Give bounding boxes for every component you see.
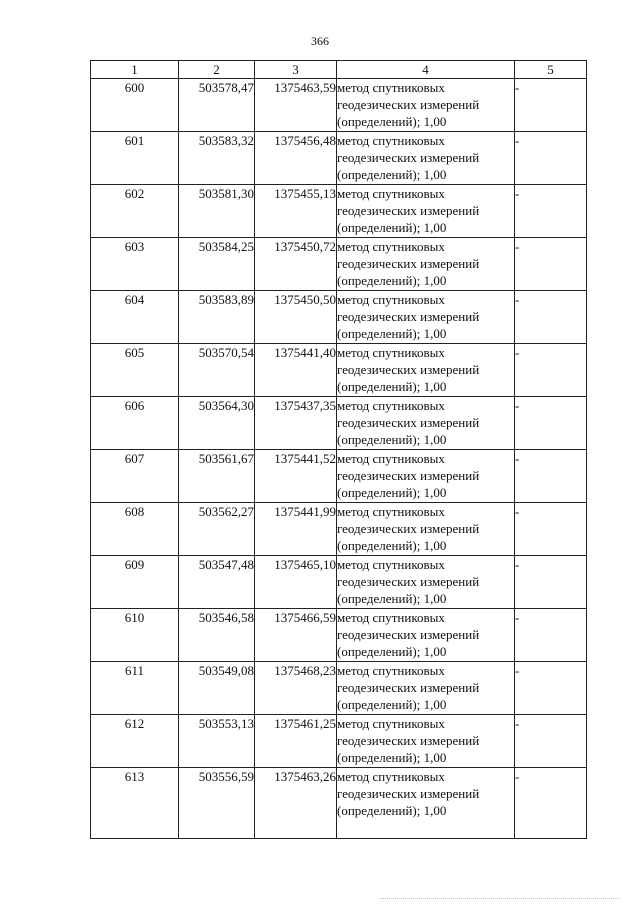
method-line: (определений); 1,00 [337, 644, 447, 659]
coordinates-table [90, 60, 587, 839]
method-line: геодезических измерений [337, 362, 480, 377]
table-row [91, 344, 587, 397]
header-col-4: 4 [337, 61, 515, 79]
y-coordinate: 1375450,72 [255, 238, 337, 291]
x-coordinate: 503561,67 [179, 450, 255, 503]
method-line: геодезических измерений [337, 733, 480, 748]
point-number: 603 [91, 238, 179, 291]
point-number: 602 [91, 185, 179, 238]
method-description [337, 715, 515, 768]
x-coordinate: 503584,25 [179, 238, 255, 291]
method-description [337, 556, 515, 609]
x-coordinate: 503578,47 [179, 79, 255, 132]
point-number: 607 [91, 450, 179, 503]
x-coordinate: 503546,58 [179, 609, 255, 662]
y-coordinate: 1375437,35 [255, 397, 337, 450]
method-line: метод спутниковых [337, 716, 445, 731]
note-cell: - [515, 450, 587, 503]
method-line: метод спутниковых [337, 451, 445, 466]
point-number: 608 [91, 503, 179, 556]
table-row [91, 450, 587, 503]
point-number: 600 [91, 79, 179, 132]
method-line: (определений); 1,00 [337, 114, 447, 129]
method-line: метод спутниковых [337, 769, 445, 784]
y-coordinate: 1375441,52 [255, 450, 337, 503]
method-description [337, 344, 515, 397]
point-number: 611 [91, 662, 179, 715]
point-number: 612 [91, 715, 179, 768]
y-coordinate: 1375463,26 [255, 768, 337, 839]
method-line: геодезических измерений [337, 415, 480, 430]
method-line: (определений); 1,00 [337, 538, 447, 553]
method-line: геодезических измерений [337, 521, 480, 536]
method-description [337, 397, 515, 450]
x-coordinate: 503570,54 [179, 344, 255, 397]
header-col-3: 3 [255, 61, 337, 79]
method-line: (определений); 1,00 [337, 220, 447, 235]
y-coordinate: 1375450,50 [255, 291, 337, 344]
table-row [91, 768, 587, 839]
method-line: (определений); 1,00 [337, 326, 447, 341]
point-number: 601 [91, 132, 179, 185]
method-line: метод спутниковых [337, 610, 445, 625]
method-description [337, 503, 515, 556]
y-coordinate: 1375466,59 [255, 609, 337, 662]
note-cell: - [515, 662, 587, 715]
y-coordinate: 1375455,13 [255, 185, 337, 238]
y-coordinate: 1375461,25 [255, 715, 337, 768]
y-coordinate: 1375465,10 [255, 556, 337, 609]
note-cell: - [515, 768, 587, 839]
note-cell: - [515, 79, 587, 132]
method-line: геодезических измерений [337, 97, 480, 112]
note-cell: - [515, 238, 587, 291]
table-row [91, 397, 587, 450]
method-line: метод спутниковых [337, 345, 445, 360]
note-cell: - [515, 556, 587, 609]
method-line: геодезических измерений [337, 680, 480, 695]
point-number: 609 [91, 556, 179, 609]
method-description [337, 185, 515, 238]
table-row [91, 556, 587, 609]
note-cell: - [515, 291, 587, 344]
x-coordinate: 503562,27 [179, 503, 255, 556]
method-line: (определений); 1,00 [337, 432, 447, 447]
table-row [91, 132, 587, 185]
point-number: 604 [91, 291, 179, 344]
method-line: геодезических измерений [337, 468, 480, 483]
x-coordinate: 503556,59 [179, 768, 255, 839]
note-cell: - [515, 715, 587, 768]
method-description [337, 450, 515, 503]
method-line: (определений); 1,00 [337, 273, 447, 288]
note-cell: - [515, 397, 587, 450]
method-line: метод спутниковых [337, 239, 445, 254]
note-cell: - [515, 344, 587, 397]
method-description [337, 291, 515, 344]
method-description [337, 132, 515, 185]
page-number: 366 [311, 34, 329, 48]
method-line: метод спутниковых [337, 133, 445, 148]
note-cell: - [515, 503, 587, 556]
method-line: метод спутниковых [337, 186, 445, 201]
table-row [91, 238, 587, 291]
x-coordinate: 503547,48 [179, 556, 255, 609]
method-line: (определений); 1,00 [337, 167, 447, 182]
x-coordinate: 503583,32 [179, 132, 255, 185]
table-body [91, 79, 587, 839]
point-number: 610 [91, 609, 179, 662]
method-description [337, 79, 515, 132]
method-line: метод спутниковых [337, 292, 445, 307]
method-line: метод спутниковых [337, 398, 445, 413]
method-line: геодезических измерений [337, 203, 480, 218]
method-line: (определений); 1,00 [337, 803, 447, 818]
header-col-5: 5 [515, 61, 587, 79]
method-line: геодезических измерений [337, 150, 480, 165]
point-number: 613 [91, 768, 179, 839]
scan-footer-mark [380, 898, 620, 903]
method-line: метод спутниковых [337, 80, 445, 95]
y-coordinate: 1375468,23 [255, 662, 337, 715]
table-row [91, 503, 587, 556]
x-coordinate: 503564,30 [179, 397, 255, 450]
header-col-2: 2 [179, 61, 255, 79]
method-line: (определений); 1,00 [337, 591, 447, 606]
x-coordinate: 503553,13 [179, 715, 255, 768]
point-number: 606 [91, 397, 179, 450]
method-line: метод спутниковых [337, 504, 445, 519]
x-coordinate: 503581,30 [179, 185, 255, 238]
table-row [91, 291, 587, 344]
method-line: геодезических измерений [337, 574, 480, 589]
table-row [91, 609, 587, 662]
header-col-1: 1 [91, 61, 179, 79]
y-coordinate: 1375441,40 [255, 344, 337, 397]
method-line: (определений); 1,00 [337, 485, 447, 500]
table-row [91, 715, 587, 768]
method-description [337, 768, 515, 839]
method-description [337, 662, 515, 715]
method-line: (определений); 1,00 [337, 697, 447, 712]
note-cell: - [515, 132, 587, 185]
method-description [337, 238, 515, 291]
method-description [337, 609, 515, 662]
table-row [91, 662, 587, 715]
note-cell: - [515, 609, 587, 662]
method-line: метод спутниковых [337, 557, 445, 572]
y-coordinate: 1375463,59 [255, 79, 337, 132]
x-coordinate: 503549,08 [179, 662, 255, 715]
method-line: (определений); 1,00 [337, 379, 447, 394]
note-cell: - [515, 185, 587, 238]
method-line: геодезических измерений [337, 786, 480, 801]
table-row [91, 185, 587, 238]
method-line: (определений); 1,00 [337, 750, 447, 765]
method-line: геодезических измерений [337, 256, 480, 271]
y-coordinate: 1375456,48 [255, 132, 337, 185]
y-coordinate: 1375441,99 [255, 503, 337, 556]
x-coordinate: 503583,89 [179, 291, 255, 344]
method-line: метод спутниковых [337, 663, 445, 678]
method-line: геодезических измерений [337, 627, 480, 642]
method-line: геодезических измерений [337, 309, 480, 324]
point-number: 605 [91, 344, 179, 397]
table-header-row [91, 61, 587, 79]
table-row [91, 79, 587, 132]
